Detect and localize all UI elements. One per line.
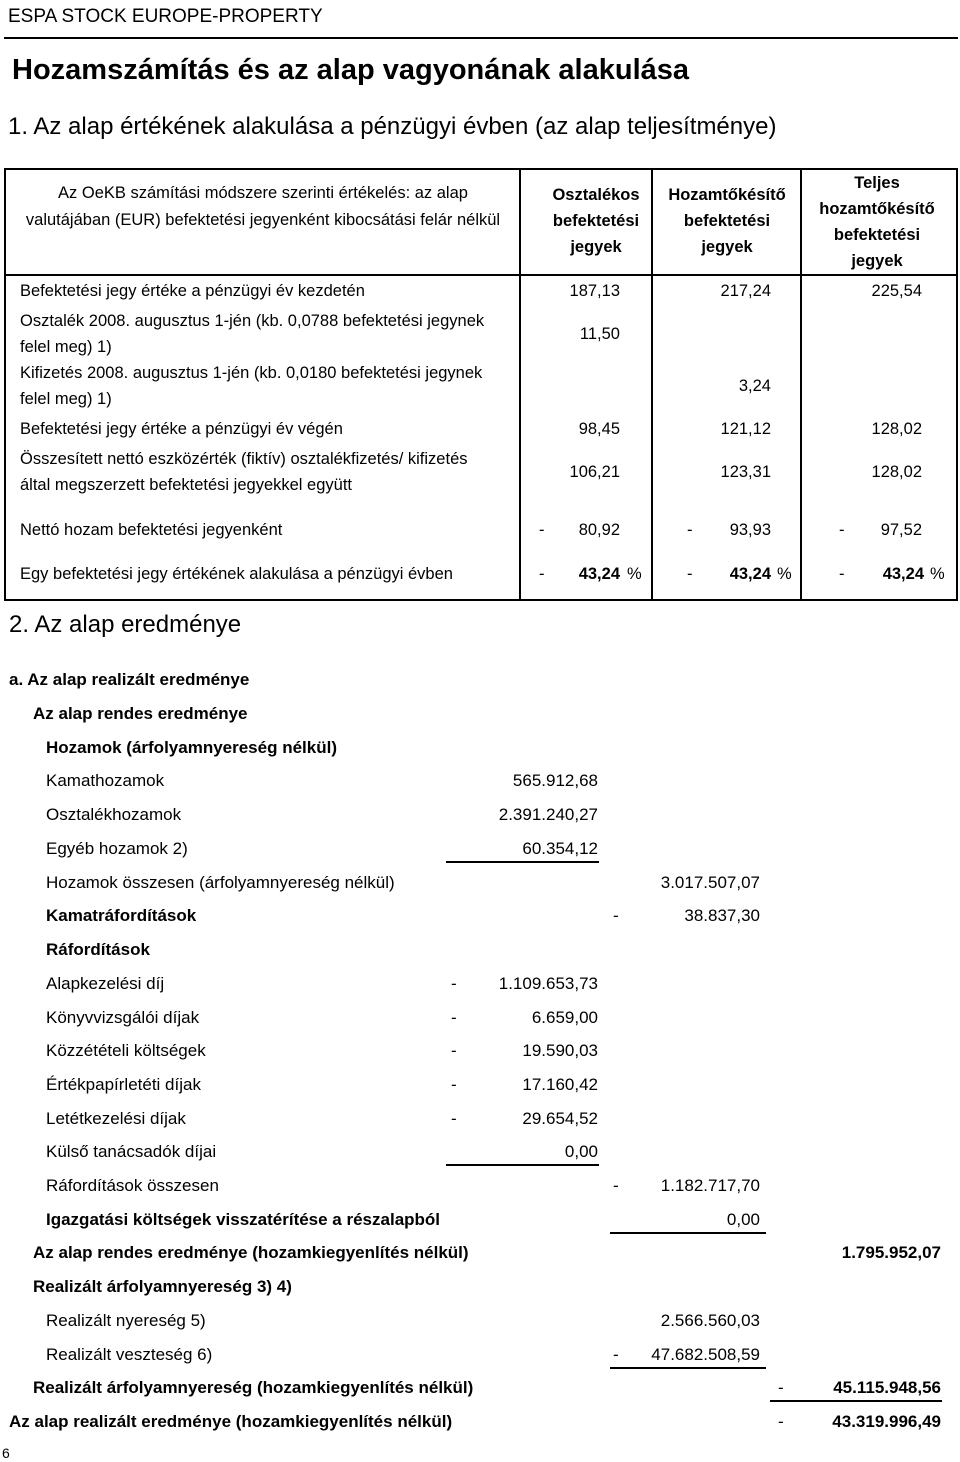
percent-unit: % <box>930 565 945 583</box>
table-head-label: Az OeKB számítási módszere szerinti értékelés: az alap valutájában (EUR) befektetési jegyenként kibocsátási felár nélkül <box>25 184 501 229</box>
sign-minus: - <box>539 521 545 539</box>
realizalt-arfolyamnyereseg-title: Realizált árfolyamnyereség 3) 4) <box>33 1277 292 1296</box>
table-cell: 123,31 <box>720 463 771 481</box>
kozzeteteli-koltsegek-label: Közzétételi költségek <box>46 1041 206 1060</box>
table-row-label: Befektetési jegy értéke a pénzügyi év kezdetén <box>20 282 365 300</box>
sign-minus: - <box>613 906 619 925</box>
sign-minus: - <box>451 1075 457 1094</box>
sign-minus: - <box>613 1345 619 1364</box>
egyeb-hozamok-label: Egyéb hozamok 2) <box>46 839 188 858</box>
page-title: Hozamszámítás és az alap vagyonának alakulása <box>12 54 690 86</box>
table-col-divider <box>519 170 521 599</box>
letetkezelesi-dijak-label: Letétkezelési díjak <box>46 1109 186 1128</box>
realizalt-nyereseg-value: 2.566.560,03 <box>660 1311 760 1330</box>
realizalt-nyereseg-label: Realizált nyereség 5) <box>46 1311 206 1330</box>
kamatraforditasok-label: Kamatráfordítások <box>46 906 197 925</box>
sign-minus: - <box>451 974 457 993</box>
kamatraforditasok-value: 38.837,30 <box>684 906 760 925</box>
hozamok-title: Hozamok (árfolyamnyereség nélkül) <box>46 738 337 757</box>
alapkezelesi-dij-value: 1.109.653,73 <box>498 974 598 993</box>
table-row-label: Nettó hozam befektetési jegyenként <box>20 521 283 539</box>
subtotal-underline <box>446 1164 599 1166</box>
table-row-label: Egy befektetési jegy értékének alakulása a pénzügyi évben <box>20 565 453 583</box>
table-cell: 97,52 <box>880 521 922 539</box>
sign-minus: - <box>687 521 693 539</box>
table-row-label: Összesített nettó eszközérték (fiktív) osztalékfizetés/ kifizetés által megszerzett befektetési jegyekkel együtt <box>20 450 468 494</box>
alapkezelesi-dij-label: Alapkezelési díj <box>46 974 165 993</box>
col-header-osztalekos: Osztalékos befektetési jegyek <box>552 186 640 256</box>
kulso-tanacsadok-value: 0,00 <box>564 1142 598 1161</box>
sign-minus: - <box>839 565 845 583</box>
table-cell: 128,02 <box>871 463 922 481</box>
report-header-title: ESPA STOCK EUROPE-PROPERTY <box>8 6 323 27</box>
table-cell: 43,24 <box>729 565 771 583</box>
percent-unit: % <box>777 565 792 583</box>
table-col-divider <box>651 170 653 599</box>
rendes-eredmeny-label: Az alap rendes eredménye (hozamkiegyenlítés nélkül) <box>33 1243 469 1262</box>
table-cell: 98,45 <box>578 420 620 438</box>
table-row-label: Kifizetés 2008. augusztus 1-jén (kb. 0,0180 befektetési jegynek felel meg) 1) <box>20 364 483 408</box>
page-number: 6 <box>2 1445 10 1461</box>
header-divider <box>4 37 958 39</box>
table-cell: 121,12 <box>720 420 771 438</box>
table-cell: 80,92 <box>578 521 620 539</box>
ertekpapirleteti-dijak-value: 17.160,42 <box>522 1075 598 1094</box>
igazgatasi-koltsegek-value: 0,00 <box>726 1210 760 1229</box>
sign-minus: - <box>778 1378 784 1397</box>
table-row-label: Befektetési jegy értéke a pénzügyi év végén <box>20 420 343 438</box>
kulso-tanacsadok-label: Külső tanácsadók díjai <box>46 1142 217 1161</box>
table-cell: 106,21 <box>569 463 620 481</box>
letetkezelesi-dijak-value: 29.654,52 <box>522 1109 598 1128</box>
performance-table <box>4 168 958 601</box>
subtotal-underline <box>446 861 599 863</box>
hozamok-osszesen-label: Hozamok összesen (árfolyamnyereség nélkül) <box>46 873 395 892</box>
osztalekhozamok-value: 2.391.240,27 <box>498 805 598 824</box>
sign-minus: - <box>687 565 693 583</box>
percent-unit: % <box>627 565 642 583</box>
subtotal-underline <box>610 1232 766 1234</box>
raforditasok-title: Ráfordítások <box>46 940 150 959</box>
igazgatasi-koltsegek-label: Igazgatási költségek visszatérítése a részalapból <box>46 1210 441 1229</box>
section1-title: 1. Az alap értékének alakulása a pénzügyi évben (az alap teljesítménye) <box>8 113 777 140</box>
kozzeteteli-koltsegek-value: 19.590,03 <box>522 1041 598 1060</box>
hozamok-osszesen-value: 3.017.507,07 <box>660 873 760 892</box>
sign-minus: - <box>613 1176 619 1195</box>
raforditasok-osszesen-value: 1.182.717,70 <box>660 1176 760 1195</box>
realizalt-veszteseg-value: 47.682.508,59 <box>651 1345 760 1364</box>
kamathozamok-label: Kamathozamok <box>46 771 165 790</box>
sign-minus: - <box>778 1412 784 1431</box>
realizalt-eredmeny-value: 43.319.996,49 <box>832 1412 941 1431</box>
osztalekhozamok-label: Osztalékhozamok <box>46 805 182 824</box>
konyvvizsgaloi-dijak-value: 6.659,00 <box>531 1008 598 1027</box>
ertekpapirleteti-dijak-label: Értékpapírletéti díjak <box>46 1075 201 1094</box>
sign-minus: - <box>451 1008 457 1027</box>
sign-minus: - <box>539 565 545 583</box>
table-cell: 217,24 <box>720 282 771 300</box>
realizalt-eredmeny-label: Az alap realizált eredménye (hozamkiegyenlítés nélkül) <box>9 1412 453 1431</box>
sign-minus: - <box>839 521 845 539</box>
table-col-divider <box>800 170 802 599</box>
raforditasok-osszesen-label: Ráfordítások összesen <box>46 1176 219 1195</box>
egyeb-hozamok-value: 60.354,12 <box>522 839 598 858</box>
rendes-eredmeny-title: Az alap rendes eredménye <box>33 704 248 723</box>
col-header-hozamtokesito: Hozamtőkésítő befektetési jegyek <box>668 186 786 256</box>
table-cell: 43,24 <box>882 565 924 583</box>
col-header-teljes: Teljes hozamtőkésítő befektetési jegyek <box>819 174 935 270</box>
section2-title: 2. Az alap eredménye <box>9 611 242 638</box>
table-cell: 3,24 <box>738 377 771 395</box>
table-cell: 43,24 <box>578 565 620 583</box>
table-cell: 187,13 <box>569 282 620 300</box>
table-cell: 128,02 <box>871 420 922 438</box>
table-header-divider <box>6 274 956 276</box>
subtotal-underline <box>770 1400 942 1402</box>
rendes-eredmeny-value: 1.795.952,07 <box>841 1243 941 1262</box>
subsection-a-title: a. Az alap realizált eredménye <box>9 670 250 689</box>
realizalt-arfolyam-value: 45.115.948,56 <box>833 1378 941 1397</box>
konyvvizsgaloi-dijak-label: Könyvvizsgálói díjak <box>46 1008 200 1027</box>
kamathozamok-value: 565.912,68 <box>512 771 598 790</box>
sign-minus: - <box>451 1109 457 1128</box>
sign-minus: - <box>451 1041 457 1060</box>
realizalt-arfolyam-label: Realizált árfolyamnyereség (hozamkiegyenlítés nélkül) <box>33 1378 474 1397</box>
realizalt-veszteseg-label: Realizált veszteség 6) <box>46 1345 213 1364</box>
subtotal-underline <box>610 1367 766 1369</box>
table-row-label: Osztalék 2008. augusztus 1-jén (kb. 0,0788 befektetési jegynek felel meg) 1) <box>20 312 485 356</box>
table-cell: 225,54 <box>871 282 922 300</box>
table-cell: 93,93 <box>729 521 771 539</box>
table-cell: 11,50 <box>579 325 620 343</box>
